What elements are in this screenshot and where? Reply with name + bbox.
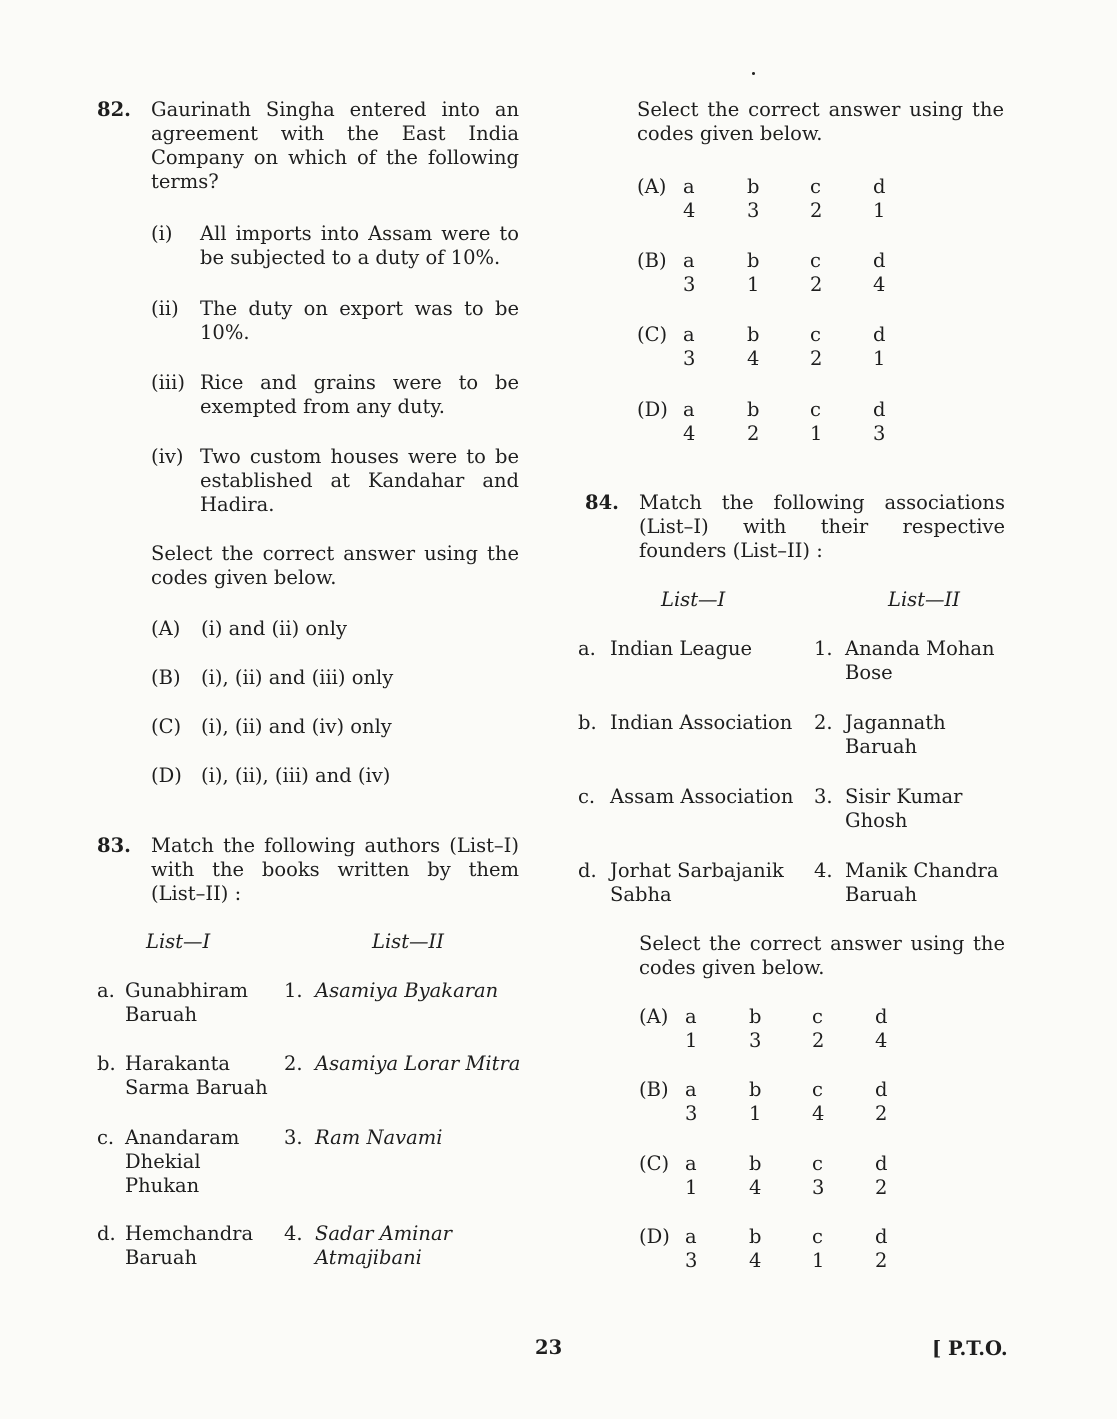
q84-row-letter: c. xyxy=(578,785,596,808)
q82-item-text: All imports into Assam were to be subjected to a duty of 10%. xyxy=(200,222,519,269)
code-value: 4 xyxy=(683,422,696,445)
q83-option-codes[interactable] xyxy=(637,175,1004,223)
code-value: 1 xyxy=(749,1102,762,1125)
code-head: d xyxy=(873,398,886,421)
code-head: d xyxy=(873,175,886,198)
code-head: c xyxy=(810,398,821,421)
code-value: 2 xyxy=(875,1102,888,1125)
q83-row-number: 3. xyxy=(284,1126,303,1149)
code-value: 1 xyxy=(873,199,886,222)
code-head: d xyxy=(875,1225,888,1248)
q83-row-book: Ram Navami xyxy=(315,1126,443,1149)
q84-option-label[interactable]: (B) xyxy=(639,1078,669,1101)
q84-option-label[interactable]: (A) xyxy=(639,1005,669,1028)
code-head: c xyxy=(810,323,821,346)
code-value: 1 xyxy=(685,1029,698,1052)
code-value: 1 xyxy=(747,273,760,296)
code-head: b xyxy=(747,323,760,346)
code-head: d xyxy=(873,249,886,272)
q83-option-codes[interactable] xyxy=(637,398,1004,446)
code-value: 3 xyxy=(749,1029,762,1052)
q84-option-codes[interactable] xyxy=(639,1225,1005,1273)
code-value: 1 xyxy=(685,1176,698,1199)
q82-item-label: (ii) xyxy=(151,297,179,320)
q84-row-founder: Jagannath Baruah xyxy=(845,711,946,758)
q82-text: Gaurinath Singha entered into an agreement with the East India Company on which of the following terms? xyxy=(151,98,519,193)
q83-option-codes[interactable] xyxy=(637,249,1004,297)
code-value: 2 xyxy=(747,422,760,445)
page-mark-dot xyxy=(752,72,755,75)
q82-item-text: The duty on export was to be 10%. xyxy=(200,297,519,344)
code-value: 2 xyxy=(810,199,823,222)
code-value: 3 xyxy=(685,1249,698,1272)
q82-number: 82. xyxy=(97,98,131,121)
code-value: 4 xyxy=(749,1249,762,1272)
q84-row-letter: d. xyxy=(578,859,597,882)
q83-row-author: Harakanta Sarma Baruah xyxy=(125,1052,268,1099)
code-value: 3 xyxy=(812,1176,825,1199)
q84-instruction: Select the correct answer using the codes given below. xyxy=(639,932,1005,979)
code-head: b xyxy=(747,175,760,198)
code-value: 1 xyxy=(812,1249,825,1272)
code-head: a xyxy=(685,1078,697,1101)
code-value: 2 xyxy=(810,347,823,370)
q83-list2-heading: List—II xyxy=(372,930,444,953)
code-head: c xyxy=(812,1005,823,1028)
q83-list1-heading: List—I xyxy=(146,930,211,953)
code-value: 4 xyxy=(812,1102,825,1125)
q84-row-founder: Sisir Kumar Ghosh xyxy=(845,785,963,832)
q83-row-book: Asamiya Lorar Mitra xyxy=(315,1052,521,1075)
code-value: 3 xyxy=(873,422,886,445)
q84-row-number: 2. xyxy=(814,711,833,734)
code-head: b xyxy=(749,1078,762,1101)
code-head: c xyxy=(812,1152,823,1175)
q82-item-label: (iii) xyxy=(151,371,185,394)
code-value: 4 xyxy=(875,1029,888,1052)
q82-item-text: Rice and grains were to be exempted from any duty. xyxy=(200,371,519,418)
q82-option-label[interactable]: (D) xyxy=(151,764,182,787)
q83-row-number: 4. xyxy=(284,1222,303,1245)
code-head: b xyxy=(749,1005,762,1028)
q83-row-author: Anandaram Dhekial Phukan xyxy=(125,1126,240,1197)
code-value: 1 xyxy=(873,347,886,370)
code-head: a xyxy=(683,398,695,421)
code-head: d xyxy=(875,1005,888,1028)
code-value: 2 xyxy=(810,273,823,296)
q84-option-codes[interactable] xyxy=(639,1152,1005,1200)
q83-row-book: Sadar Aminar Atmajibani xyxy=(315,1222,452,1269)
q84-option-label[interactable]: (D) xyxy=(639,1225,670,1248)
code-head: c xyxy=(810,175,821,198)
q82-option-text[interactable]: (i) and (ii) only xyxy=(201,617,347,640)
q82-option-text[interactable]: (i), (ii) and (iii) only xyxy=(201,666,394,689)
code-head: b xyxy=(749,1152,762,1175)
q83-row-author: Hemchandra Baruah xyxy=(125,1222,254,1269)
code-value: 4 xyxy=(873,273,886,296)
q83-row-number: 2. xyxy=(284,1052,303,1075)
q83-row-author: Gunabhiram Baruah xyxy=(125,979,249,1026)
q84-option-label[interactable]: (C) xyxy=(639,1152,670,1175)
q82-option-text[interactable]: (i), (ii), (iii) and (iv) xyxy=(201,764,391,787)
code-value: 1 xyxy=(810,422,823,445)
q82-option-label[interactable]: (B) xyxy=(151,666,181,689)
q84-option-codes[interactable] xyxy=(639,1005,1005,1053)
code-value: 3 xyxy=(747,199,760,222)
q83-option-label[interactable]: (B) xyxy=(637,249,667,272)
q82-option-label[interactable]: (C) xyxy=(151,715,182,738)
code-value: 4 xyxy=(747,347,760,370)
q83-row-letter: c. xyxy=(97,1126,115,1149)
q84-row-founder: Manik Chandra Baruah xyxy=(845,859,999,906)
code-head: b xyxy=(749,1225,762,1248)
q84-row-founder: Ananda Mohan Bose xyxy=(845,637,995,684)
code-head: d xyxy=(875,1078,888,1101)
q84-row-association: Jorhat Sarbajanik Sabha xyxy=(610,859,784,906)
q82-item-label: (iv) xyxy=(151,445,184,468)
q84-list2-heading: List—II xyxy=(888,588,960,611)
q84-text: Match the following associations (List–I) with their respective founders (List–II) : xyxy=(639,491,1005,562)
q82-item-text: Two custom houses were to be established at Kandahar and Hadira. xyxy=(200,445,519,516)
q84-row-number: 4. xyxy=(814,859,833,882)
q83-option-label[interactable]: (A) xyxy=(637,175,667,198)
code-head: b xyxy=(747,398,760,421)
q82-option-label[interactable]: (A) xyxy=(151,617,181,640)
code-head: b xyxy=(747,249,760,272)
q82-item-label: (i) xyxy=(151,222,173,245)
code-head: c xyxy=(812,1225,823,1248)
q84-row-number: 3. xyxy=(814,785,833,808)
q82-option-text[interactable]: (i), (ii) and (iv) only xyxy=(201,715,392,738)
q83-row-letter: b. xyxy=(97,1052,116,1075)
q83-option-label[interactable]: (C) xyxy=(637,323,668,346)
code-head: d xyxy=(873,323,886,346)
code-value: 2 xyxy=(812,1029,825,1052)
q84-row-association: Indian Association xyxy=(610,711,793,734)
code-value: 2 xyxy=(875,1176,888,1199)
q83-row-letter: d. xyxy=(97,1222,116,1245)
code-value: 4 xyxy=(683,199,696,222)
q83-text: Match the following authors (List–I) with the books written by them (List–II) : xyxy=(151,834,519,905)
q84-row-letter: b. xyxy=(578,711,597,734)
q84-row-number: 1. xyxy=(814,637,833,660)
code-head: d xyxy=(875,1152,888,1175)
code-value: 2 xyxy=(875,1249,888,1272)
q84-option-codes[interactable] xyxy=(639,1078,1005,1126)
q84-row-association: Assam Association xyxy=(610,785,794,808)
code-head: a xyxy=(685,1225,697,1248)
q84-number: 84. xyxy=(585,491,619,514)
q83-row-number: 1. xyxy=(284,979,303,1002)
code-head: a xyxy=(683,249,695,272)
q83-number: 83. xyxy=(97,834,131,857)
q84-row-letter: a. xyxy=(578,637,596,660)
q83-row-book: Asamiya Byakaran xyxy=(315,979,499,1002)
q84-row-association: Indian League xyxy=(610,637,753,660)
code-value: 3 xyxy=(685,1102,698,1125)
code-head: a xyxy=(685,1152,697,1175)
q84-list1-heading: List—I xyxy=(661,588,726,611)
q83-instruction: Select the correct answer using the codes given below. xyxy=(637,98,1004,145)
code-head: a xyxy=(683,175,695,198)
code-head: a xyxy=(685,1005,697,1028)
code-head: a xyxy=(683,323,695,346)
q82-instruction: Select the correct answer using the codes given below. xyxy=(151,542,519,589)
code-head: c xyxy=(810,249,821,272)
q83-option-codes[interactable] xyxy=(637,323,1004,371)
q83-option-label[interactable]: (D) xyxy=(637,398,668,421)
pto-marker: [ P.T.O. xyxy=(932,1337,1008,1360)
code-value: 3 xyxy=(683,347,696,370)
code-value: 4 xyxy=(749,1176,762,1199)
q83-row-letter: a. xyxy=(97,979,115,1002)
code-head: c xyxy=(812,1078,823,1101)
code-value: 3 xyxy=(683,273,696,296)
page-number: 23 xyxy=(535,1336,563,1359)
